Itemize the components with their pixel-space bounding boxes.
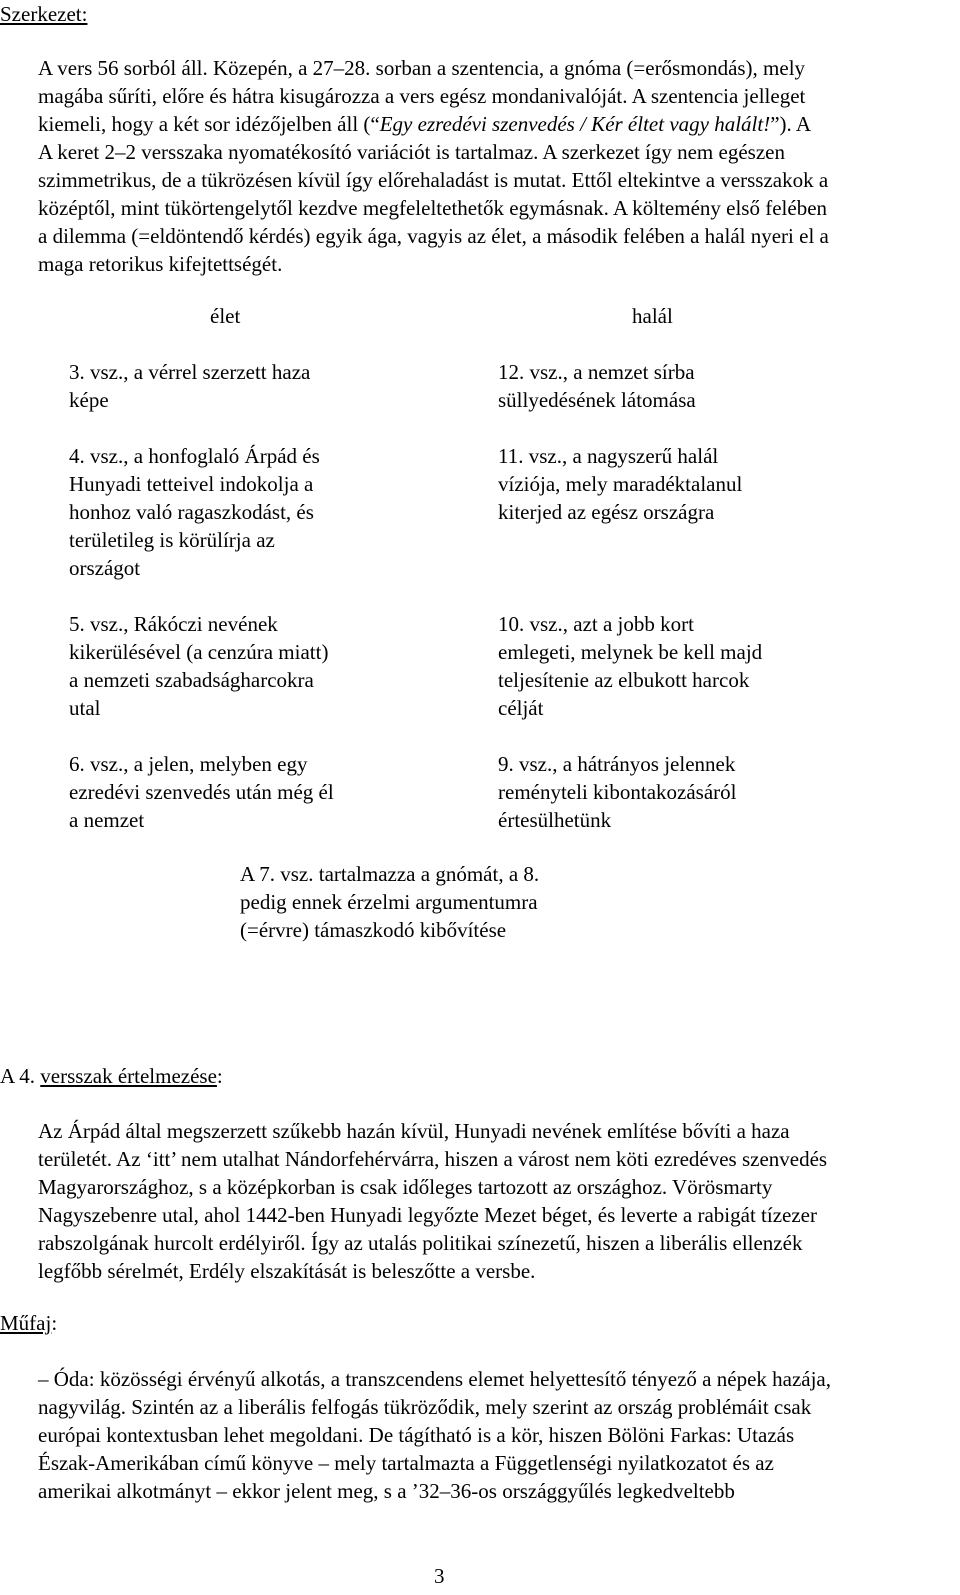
structure-heading [0, 0, 87, 28]
item-line: ezredévi szenvedés után még él [69, 780, 334, 804]
paragraph-line: Nagyszebenre utal, ahol 1442-ben Hunyadi legyőzte Mezet béget, és leverte a rabigát tízezer [38, 1203, 817, 1227]
death-column [498, 358, 798, 862]
paragraph-line: maga retorikus kifejtettségét. [38, 252, 283, 276]
paragraph-line: A vers 56 sorból áll. Közepén, a 27–28. sorban a szentencia, a gnóma (=erősmondás), mely [38, 56, 806, 80]
life-item [69, 610, 369, 722]
item-line: honhoz való ragaszkodást, és [69, 500, 314, 524]
item-line: országot [69, 556, 141, 580]
item-line: 6. vsz., a jelen, melyben egy [69, 752, 308, 776]
item-line: Hunyadi tetteivel indokolja a [69, 472, 314, 496]
paragraph-line: magába sűríti, előre és hátra kisugározza a vers egész mondanivalóját. A szentencia jelleget [38, 84, 806, 108]
paragraph-line: a dilemma (=eldöntendő kérdés) egyik ága, vagyis az élet, a második felében a halál nyeri el a [38, 224, 829, 248]
genre-heading-text: Műfaj [0, 1311, 52, 1335]
paragraph-line: nagyvilág. Szintén az a liberális felfogás tükröződik, mely szerint az ország problémáit csak [38, 1395, 812, 1419]
item-line: 4. vsz., a honfoglaló Árpád és [69, 444, 320, 468]
structure-heading-text: Szerkezet: [0, 2, 88, 26]
death-item [498, 610, 798, 722]
item-line: 11. vsz., a nagyszerű halál [498, 444, 719, 468]
page-number: 3 [434, 1564, 445, 1588]
life-item [69, 750, 369, 834]
item-line: 10. vsz., azt a jobb kort [498, 612, 694, 636]
structure-paragraph [38, 54, 958, 278]
center-note [240, 860, 660, 944]
life-column [69, 358, 369, 862]
stanza4-heading [0, 1062, 223, 1090]
item-line: a nemzet [69, 808, 145, 832]
item-line: 12. vsz., a nemzet sírba [498, 360, 695, 384]
note-line: (=érvre) támaszkodó kibővítése [240, 918, 507, 942]
item-line: emlegeti, melynek be kell majd [498, 640, 763, 664]
paragraph-line: amerikai alkotmányt – ekkor jelent meg, s a ’32–36-os országgyűlés legkedveltebb [38, 1479, 735, 1503]
death-item [498, 358, 798, 414]
note-line: pedig ennek érzelmi argumentumra [240, 890, 538, 914]
item-line: területileg is körülírja az [69, 528, 275, 552]
item-line: kiterjed az egész országra [498, 500, 715, 524]
death-item [498, 750, 798, 834]
paragraph-line: Az Árpád által megszerzett szűkebb hazán kívül, Hunyadi nevének említése bővíti a haza [38, 1119, 790, 1143]
item-line: süllyedésének látomása [498, 388, 696, 412]
life-item [69, 358, 369, 414]
genre-heading [0, 1309, 57, 1337]
item-line: víziója, mely maradéktalanul [498, 472, 743, 496]
item-line: utal [69, 696, 101, 720]
sentence-quote: Egy ezredévi szenvedés / Kér éltet vagy halált! [379, 112, 771, 136]
paragraph-line: Észak-Amerikában című könyve – mely tartalmazta a Függetlenségi nyilatkozatot és az [38, 1451, 774, 1475]
heading-suffix: : [51, 1311, 58, 1335]
item-line: a nemzeti szabadságharcokra [69, 668, 314, 692]
heading-underlined: versszak értelmezése [40, 1064, 217, 1088]
heading-suffix: : [216, 1064, 223, 1088]
paragraph-line: területét. Az ‘itt’ nem utalhat Nándorfehérvárra, hiszen a várost nem köti ezredéves szenvedés [38, 1147, 828, 1171]
item-line: képe [69, 388, 109, 412]
paragraph-line: szimmetrikus, de a tükrözésen kívül így előrehaladást is mutat. Ettől eltekintve a versszakok a [38, 168, 829, 192]
life-header: élet [210, 304, 241, 328]
paragraph-line: rabszolgának hurcolt erdélyiről. Így az utalás politikai színezetű, hiszen a liberális ellenzék [38, 1231, 803, 1255]
item-line: 3. vsz., a vérrel szerzett haza [69, 360, 311, 384]
item-line: 9. vsz., a hátrányos jelennek [498, 752, 736, 776]
item-line: teljesítenie az elbukott harcok [498, 668, 750, 692]
paragraph-line: európai kontextusban lehet megoldani. De tágítható is a kör, hiszen Bölöni Farkas: Utazás [38, 1423, 795, 1447]
paragraph-line: A keret 2–2 versszaka nyomatékosító variációt is tartalmaz. A szerkezet így nem egészen [38, 140, 785, 164]
item-line: értesülhetünk [498, 808, 612, 832]
paragraph-line: legfőbb sérelmét, Erdély elszakítását is beleszőtte a versbe. [38, 1259, 536, 1283]
death-header: halál [632, 304, 673, 328]
item-line: 5. vsz., Rákóczi nevének [69, 612, 278, 636]
genre-paragraph [38, 1365, 958, 1505]
stanza4-paragraph [38, 1117, 958, 1285]
line-prefix: kiemeli, hogy a két sor idézőjelben áll (“ [38, 112, 380, 136]
paragraph-line: középtől, mint tükörtengelytől kezdve megfeleltethetők egymásnak. A költemény első felében [38, 196, 828, 220]
heading-prefix: A 4. [0, 1064, 36, 1088]
line-suffix: ”). A [770, 112, 812, 136]
paragraph-line: Magyarországhoz, s a középkorban is csak időleges tartozott az országhoz. Vörösmarty [38, 1175, 773, 1199]
note-line: A 7. vsz. tartalmazza a gnómát, a 8. [240, 862, 540, 886]
death-item [498, 442, 798, 582]
item-line: célját [498, 696, 544, 720]
paragraph-line: – Óda: közösségi érvényű alkotás, a transzcendens elemet helyettesítő tényező a népek hazája, [38, 1367, 832, 1391]
item-line: kikerülésével (a cenzúra miatt) [69, 640, 329, 664]
item-line: reményteli kibontakozásáról [498, 780, 737, 804]
life-item [69, 442, 369, 582]
paragraph-line [38, 110, 958, 138]
